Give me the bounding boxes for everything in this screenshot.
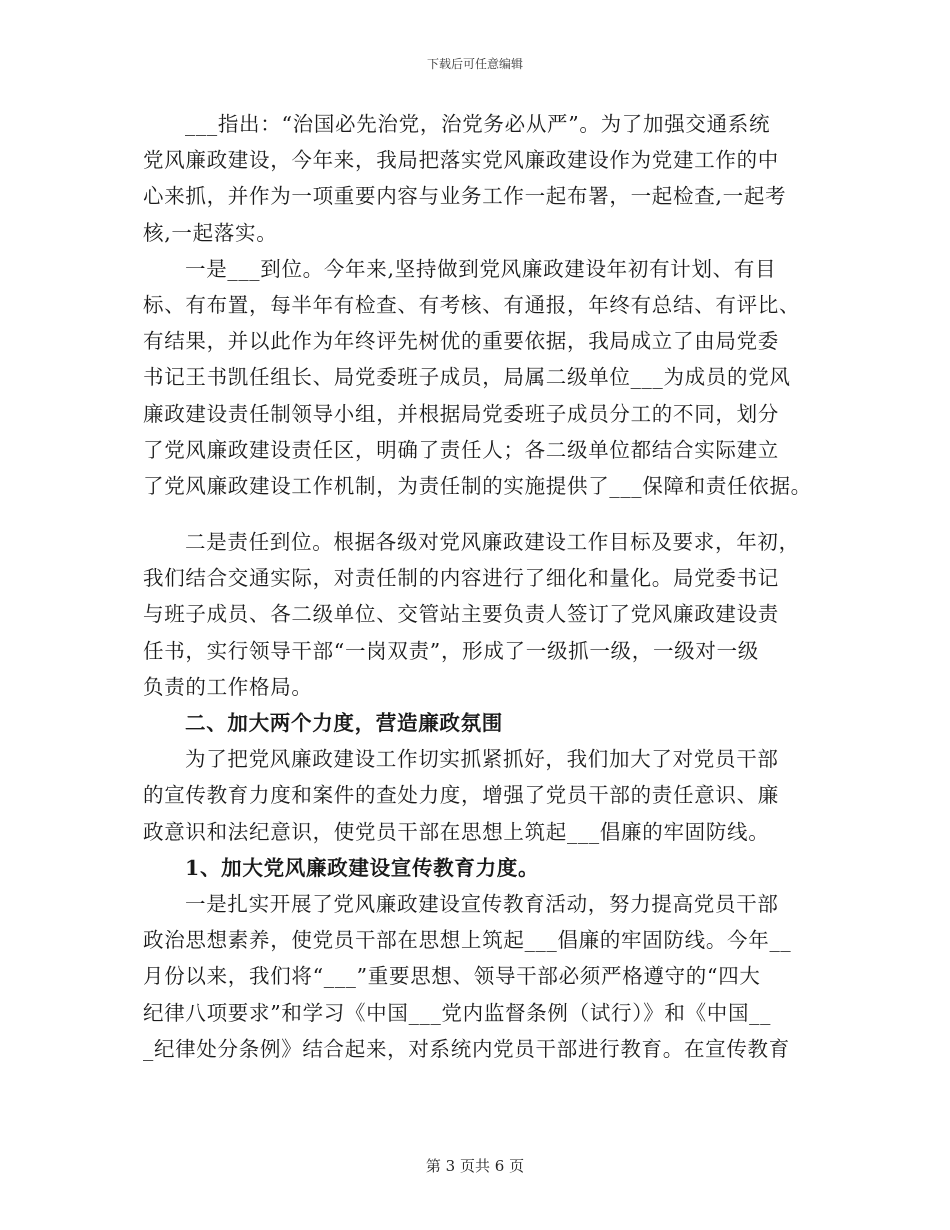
- paragraph: [143, 524, 823, 705]
- paragraph: [143, 741, 823, 850]
- text-line: 了党风廉政建设责任区，明确了责任人；各二级单位都结合实际建立: [143, 437, 779, 462]
- text-line: _纪律处分条例》结合起来，对系统内党员干部进行教育。在宣传教育: [143, 1036, 790, 1061]
- text-line: 了党风廉政建设工作机制，为责任制的实施提供了___保障和责任依据。: [143, 473, 812, 498]
- page-footer: 第 3 页共 6 页: [425, 1157, 525, 1175]
- text-line: ___指出：“治国必先治党，治党务必从严”。为了加强交通系统: [185, 112, 771, 136]
- text-line: 一是___到位。今年来,坚持做到党风廉政建设年初有计划、有目: [185, 256, 777, 281]
- text-line: 纪律八项要求”和学习《中国___党内监督条例（试行）》和《中国__: [143, 1000, 772, 1025]
- text-line: 核,一起落实。: [143, 220, 278, 245]
- text-line: 与班子成员、各二级单位、交管站主要负责人签订了党风廉政建设责: [143, 602, 779, 627]
- section-heading: [143, 705, 823, 741]
- text-line: 1、加大党风廉政建设宣传教育力度。: [185, 855, 540, 880]
- paragraph: [143, 251, 823, 504]
- text-line: 有结果，并以此作为年终评先树优的重要依据，我局成立了由局党委: [143, 329, 779, 354]
- paragraph: [143, 106, 823, 251]
- paragraph-gap: [143, 504, 823, 524]
- text-line: 为了把党风廉政建设工作切实抓紧抓好，我们加大了对党员干部: [185, 747, 779, 772]
- section-heading: [143, 850, 823, 886]
- text-line: 任书，实行领导干部“一岗双责”，形成了一级抓一级，一级对一级: [143, 638, 759, 663]
- document-body: [143, 106, 823, 1067]
- paragraph: [143, 886, 823, 1067]
- text-line: 负责的工作格局。: [143, 674, 313, 699]
- text-line: 标、有布置，每半年有检查、有考核、有通报，年终有总结、有评比、: [143, 292, 801, 317]
- text-line: 廉政建设责任制领导小组，并根据局党委班子成员分工的不同，划分: [143, 401, 779, 426]
- text-line: 月份以来，我们将“___”重要思想、领导干部必须严格遵守的“四大: [143, 964, 761, 989]
- text-line: 二、加大两个力度，营造廉政氛围: [185, 711, 503, 735]
- text-line: 党风廉政建设，今年来，我局把落实党风廉政建设作为党建工作的中: [143, 148, 779, 173]
- text-line: 心来抓，并作为一项重要内容与业务工作一起布署，一起检查,一起考: [143, 184, 787, 209]
- text-line: 书记王书凯任组长、局党委班子成员，局属二级单位___为成员的党风: [143, 365, 791, 390]
- page-header: 下载后可任意编辑: [426, 57, 523, 71]
- text-line: 的宣传教育力度和案件的查处力度，增强了党员干部的责任意识、廉: [143, 783, 779, 808]
- text-line: 政意识和法纪意识，使党员干部在思想上筑起___倡廉的牢固防线。: [143, 819, 770, 844]
- text-line: 我们结合交通实际，对责任制的内容进行了细化和量化。局党委书记: [143, 566, 779, 591]
- text-line: 政治思想素养，使党员干部在思想上筑起___倡廉的牢固防线。今年__: [143, 928, 792, 953]
- text-line: 一是扎实开展了党风廉政建设宣传教育活动，努力提高党员干部: [185, 891, 779, 916]
- text-line: 二是责任到位。根据各级对党风廉政建设工作目标及要求，年初，: [185, 530, 800, 555]
